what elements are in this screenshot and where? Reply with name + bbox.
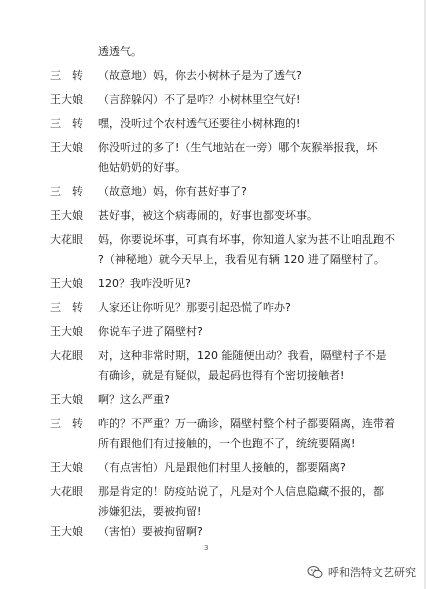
dialogue-text: （故意地）妈，你去小树林子是为了透气? — [98, 69, 302, 82]
speaker-name: 王大娘 — [50, 461, 83, 474]
watermark — [307, 563, 416, 581]
speaker-name: 三 转 — [50, 69, 83, 82]
dialogue-text: 透透气。 — [98, 45, 142, 58]
speaker-name: 王大娘 — [50, 525, 83, 538]
speaker-name: 三 转 — [50, 301, 83, 314]
page-number: 3 — [204, 544, 209, 552]
dialogue-text: 嘿，没听过个农村透气还要往小树林跑的! — [98, 117, 301, 130]
dialogue-text: 你说车子进了隔壁村? — [98, 325, 203, 338]
speaker-name: 大花眼 — [50, 233, 83, 246]
dialogue-text: （害怕）要被拘留啊? — [98, 525, 203, 538]
dialogue-text: 涉嫌犯法，要被拘留! — [98, 505, 202, 518]
wechat-icon — [307, 564, 323, 580]
dialogue-text: （有点害怕）凡是跟他们村里人接触的，都要隔离? — [98, 461, 346, 474]
dialogue-text: 甚好事，被这个病毒闹的，好事也都变坏事。 — [98, 209, 318, 222]
dialogue-text: ?（神秘地）就今天早上，我看见有辆 120 进了隔壁村了。 — [98, 253, 385, 266]
speaker-name: 王大娘 — [50, 209, 83, 222]
speaker-name: 王大娘 — [50, 277, 83, 290]
speaker-name: 王大娘 — [50, 325, 83, 338]
speaker-name: 三 转 — [50, 417, 83, 430]
speaker-name: 大花眼 — [50, 485, 83, 498]
dialogue-text: 120？我咋没听见? — [98, 277, 191, 290]
dialogue-text: 他姑奶奶的好事。 — [98, 161, 186, 174]
watermark-text: 呼和浩特文艺研究 — [328, 566, 416, 579]
dialogue-text: （言辞躲闪）不了是咋？小树林里空气好! — [98, 93, 301, 106]
speaker-name: 大花眼 — [50, 349, 83, 362]
dialogue-text: 所有跟他们有过接触的，一个也跑不了，统统要隔离! — [98, 437, 356, 450]
speaker-name: 王大娘 — [50, 141, 83, 154]
dialogue-text: 有确诊，就是有疑似，最起码也得有个密切接触者! — [98, 369, 345, 382]
dialogue-text: 咋的？不严重？万一确诊，隔壁村整个村子都要隔离，连带着 — [98, 417, 395, 430]
speaker-name: 王大娘 — [50, 393, 83, 406]
dialogue-text: 人家还让你听见？那要引起恐慌了咋办? — [98, 301, 291, 314]
dialogue-text: 啊？这么严重? — [98, 393, 170, 406]
speaker-name: 三 转 — [50, 117, 83, 130]
dialogue-text: 那是肯定的！防疫站说了，凡是对个人信息隐藏不报的，都 — [98, 485, 384, 498]
dialogue-text: 妈，你要说坏事，可真有坏事，你知道人家为甚不让咱乱跑不 — [98, 233, 395, 246]
speaker-name: 三 转 — [50, 185, 83, 198]
dialogue-text: 你没听过的多了!（生气地站在一旁）哪个灰猴举报我，坏 — [98, 141, 378, 154]
dialogue-text: 对，这种非常时期，120 能随便出动？我看，隔壁村子不是 — [98, 349, 387, 362]
dialogue-text: （故意地）妈，你有甚好事了? — [98, 185, 247, 198]
speaker-name: 王大娘 — [50, 93, 83, 106]
